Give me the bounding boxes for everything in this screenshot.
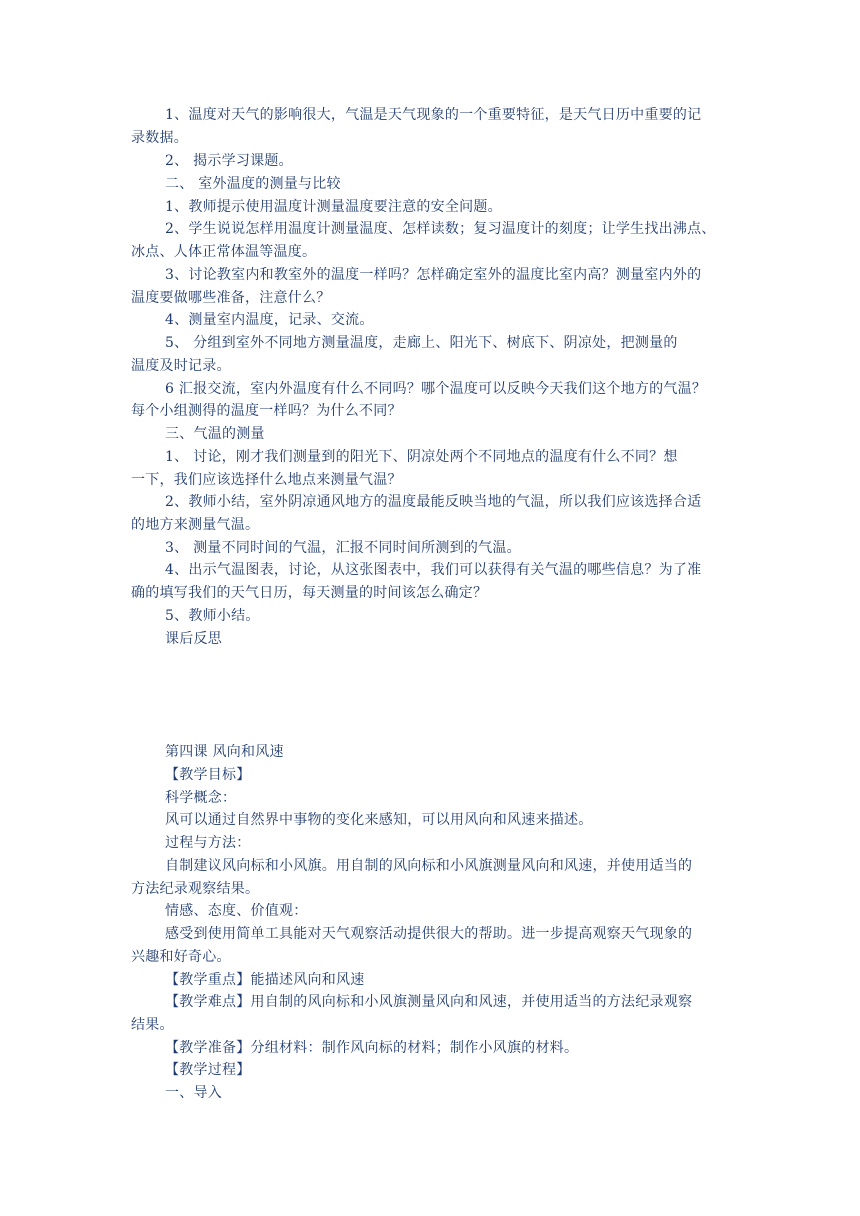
paragraph-line: 4、出示气温图表，讨论，从这张图表中，我们可以获得有关气温的哪些信息？为了准 xyxy=(165,562,702,578)
section-heading: 【教学难点】用自制的风向标和小风旗测量风向和风速，并使用适当的方法纪录观察 xyxy=(165,994,693,1010)
paragraph-line: 5、教师小结。 xyxy=(165,608,260,624)
section-heading: 【教学过程】 xyxy=(165,1062,251,1078)
paragraph-line: 风可以通过自然界中事物的变化来感知，可以用风向和风速来描述。 xyxy=(165,812,593,828)
paragraph-line: 1、教师提示使用温度计测量温度要注意的安全问题。 xyxy=(165,199,502,215)
paragraph-line: 4、测量室内温度，记录、交流。 xyxy=(165,312,374,328)
paragraph-line: 温度要做哪些准备，注意什么？ xyxy=(131,290,331,306)
paragraph-line: 2、 揭示学习课题。 xyxy=(165,153,293,169)
subheading: 情感、态度、价值观： xyxy=(165,903,308,919)
section-heading: 【教学准备】分组材料：制作风向标的材料；制作小风旗的材料。 xyxy=(165,1040,579,1056)
paragraph-line: 一下，我们应该选择什么地点来测量气温？ xyxy=(131,472,402,488)
section-heading: 【教学目标】 xyxy=(165,767,251,783)
paragraph-line: 1、 讨论，刚才我们测量到的阳光下、阴凉处两个不同地点的温度有什么不同？想 xyxy=(165,449,678,465)
paragraph-line: 6 汇报交流，室内外温度有什么不同吗？哪个温度可以反映今天我们这个地方的气温？ xyxy=(165,381,707,397)
paragraph-line: 5、 分组到室外不同地方测量温度，走廊上、阳光下、树底下、阴凉处，把测量的 xyxy=(165,335,678,351)
paragraph-line: 的地方来测量气温。 xyxy=(131,517,260,533)
paragraph-line: 3、讨论教室内和教室外的温度一样吗？怎样确定室外的温度比室内高？测量室内外的 xyxy=(165,267,702,283)
paragraph-line: 2、教师小结，室外阴凉通风地方的温度最能反映当地的气温，所以我们应该选择合适 xyxy=(165,494,702,510)
paragraph-line: 结果。 xyxy=(131,1017,174,1033)
subheading: 科学概念： xyxy=(165,790,237,806)
paragraph-line: 温度及时记录。 xyxy=(131,358,231,374)
section-heading: 【教学重点】能描述风向和风速 xyxy=(165,972,365,988)
section-heading: 二、 室外温度的测量与比较 xyxy=(165,176,341,192)
paragraph-line: 3、 测量不同时间的气温，汇报不同时间所测到的气温。 xyxy=(165,540,521,556)
paragraph-line: 感受到使用简单工具能对天气观察活动提供很大的帮助。进一步提高观察天气现象的 xyxy=(165,926,693,942)
subheading: 过程与方法： xyxy=(165,835,251,851)
paragraph-line: 录数据。 xyxy=(131,130,188,146)
paragraph-line: 每个小组测得的温度一样吗？为什么不同？ xyxy=(131,403,402,419)
paragraph-line: 兴趣和好奇心。 xyxy=(131,949,231,965)
lesson-title: 第四课 风向和风速 xyxy=(165,744,284,760)
paragraph-line: 2、学生说说怎样用温度计测量温度、怎样读数；复习温度计的刻度；让学生找出沸点、 xyxy=(165,221,716,237)
paragraph-line: 自制建议风向标和小风旗。用自制的风向标和小风旗测量风向和风速，并使用适当的 xyxy=(165,858,693,874)
paragraph-line: 方法纪录观察结果。 xyxy=(131,881,260,897)
section-heading: 三、气温的测量 xyxy=(165,426,265,442)
paragraph-line: 冰点、人体正常体温等温度。 xyxy=(131,244,317,260)
section-heading: 课后反思 xyxy=(165,631,222,647)
paragraph-line: 1、温度对天气的影响很大，气温是天气现象的一个重要特征，是天气日历中重要的记 xyxy=(165,107,702,123)
paragraph-line: 确的填写我们的天气日历，每天测量的时间该怎么确定？ xyxy=(131,585,488,601)
section-heading: 一、导入 xyxy=(165,1085,222,1101)
